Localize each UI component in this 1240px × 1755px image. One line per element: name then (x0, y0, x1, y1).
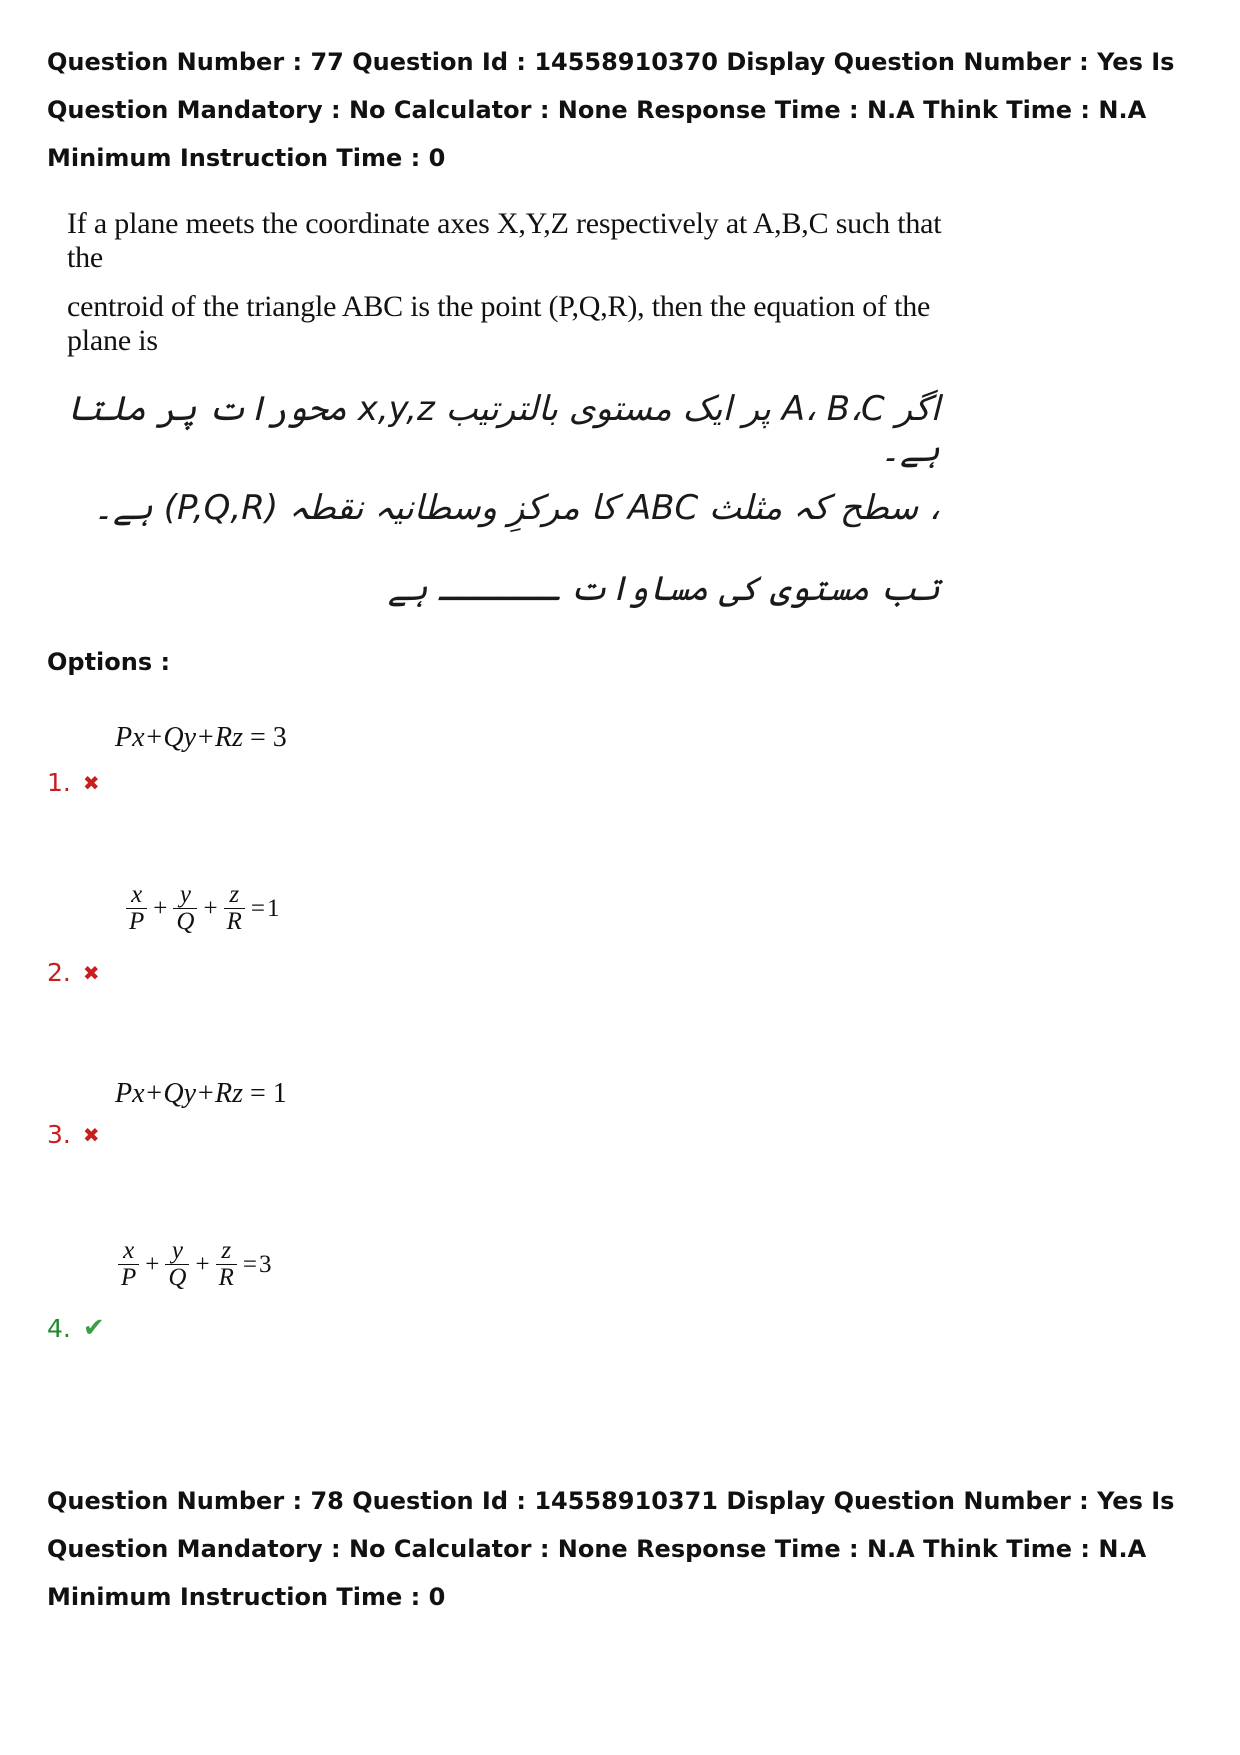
option-2-equation (122, 882, 279, 935)
option-1-number: 1. (47, 768, 71, 797)
option-1-lhs: Px+Qy+Rz (115, 722, 243, 753)
option-4[interactable] (47, 1313, 105, 1343)
question-stem-urdu-line-1: اگر A، B،C پر ایک مستوی بالترتیب x,y,z محورات پر ملتا ہے۔ (66, 389, 940, 470)
option-2-number: 2. (47, 958, 71, 987)
option-3[interactable] (47, 1120, 100, 1149)
fraction-y-over-q: $\frac{y}{Q}$ (165, 1238, 189, 1291)
option-1-rhs: 3 (272, 722, 287, 753)
fraction-y-over-q: $\frac{y}{Q}$ (173, 882, 197, 935)
option-4-number: 4. (47, 1313, 71, 1343)
fraction-x-over-p: $\frac{x}{P}$ (126, 882, 147, 935)
option-3-rhs: 1 (272, 1078, 287, 1109)
option-1[interactable] (47, 768, 100, 797)
question-stem-urdu-line-2: ، سطح کہ مثلث ABC کا مرکزِ وسطانیہ نقطہ (P,Q,R) ہے۔ (93, 488, 940, 528)
option-4-rhs: 3 (258, 1250, 272, 1278)
plus-sign: + (145, 1250, 160, 1278)
question-stem-urdu-line-3: تب مستوی کی مساوات ــــــ ہے (387, 569, 940, 609)
fraction-z-over-r: $\frac{z}{R}$ (224, 882, 245, 935)
question-78-meta: Question Number : 78 Question Id : 14558910371 Display Question Number : Yes Is Question Mandatory : No Calculator : None Response Time : N.A Think Time : N.A Minimum Instruction Time : 0 (47, 1487, 1175, 1611)
equals-sign: = (249, 1078, 273, 1109)
wrong-mark-icon: ✖ (82, 770, 100, 795)
wrong-mark-icon: ✖ (82, 1122, 100, 1147)
option-4-equation (114, 1238, 271, 1291)
option-2-rhs: 1 (266, 894, 280, 922)
fraction-x-over-p: $\frac{x}{P}$ (118, 1238, 139, 1291)
options-label: Options : (47, 648, 171, 676)
correct-check-icon: ✔ (82, 1313, 105, 1343)
option-3-equation (115, 1078, 287, 1110)
fraction-z-over-r: $\frac{z}{R}$ (216, 1238, 237, 1291)
question-stem-english-line-1: If a plane meets the coordinate axes X,Y,Z respectively at A,B,C such that the (67, 207, 942, 274)
option-2[interactable] (47, 958, 100, 987)
equals-sign: = (250, 894, 265, 922)
equals-sign: = (249, 722, 273, 753)
option-1-equation (115, 722, 287, 754)
plus-sign: + (153, 894, 168, 922)
equals-sign: = (242, 1250, 257, 1278)
question-77-meta: Question Number : 77 Question Id : 14558910370 Display Question Number : Yes Is Question Mandatory : No Calculator : None Response Time : N.A Think Time : N.A Minimum Instruction Time : 0 (47, 48, 1175, 172)
option-3-number: 3. (47, 1120, 71, 1149)
option-3-lhs: Px+Qy+Rz (115, 1078, 243, 1109)
wrong-mark-icon: ✖ (82, 960, 100, 985)
question-stem-english-line-2: centroid of the triangle ABC is the point (P,Q,R), then the equation of the plane is (67, 290, 931, 357)
plus-sign: + (195, 1250, 210, 1278)
plus-sign: + (203, 894, 218, 922)
